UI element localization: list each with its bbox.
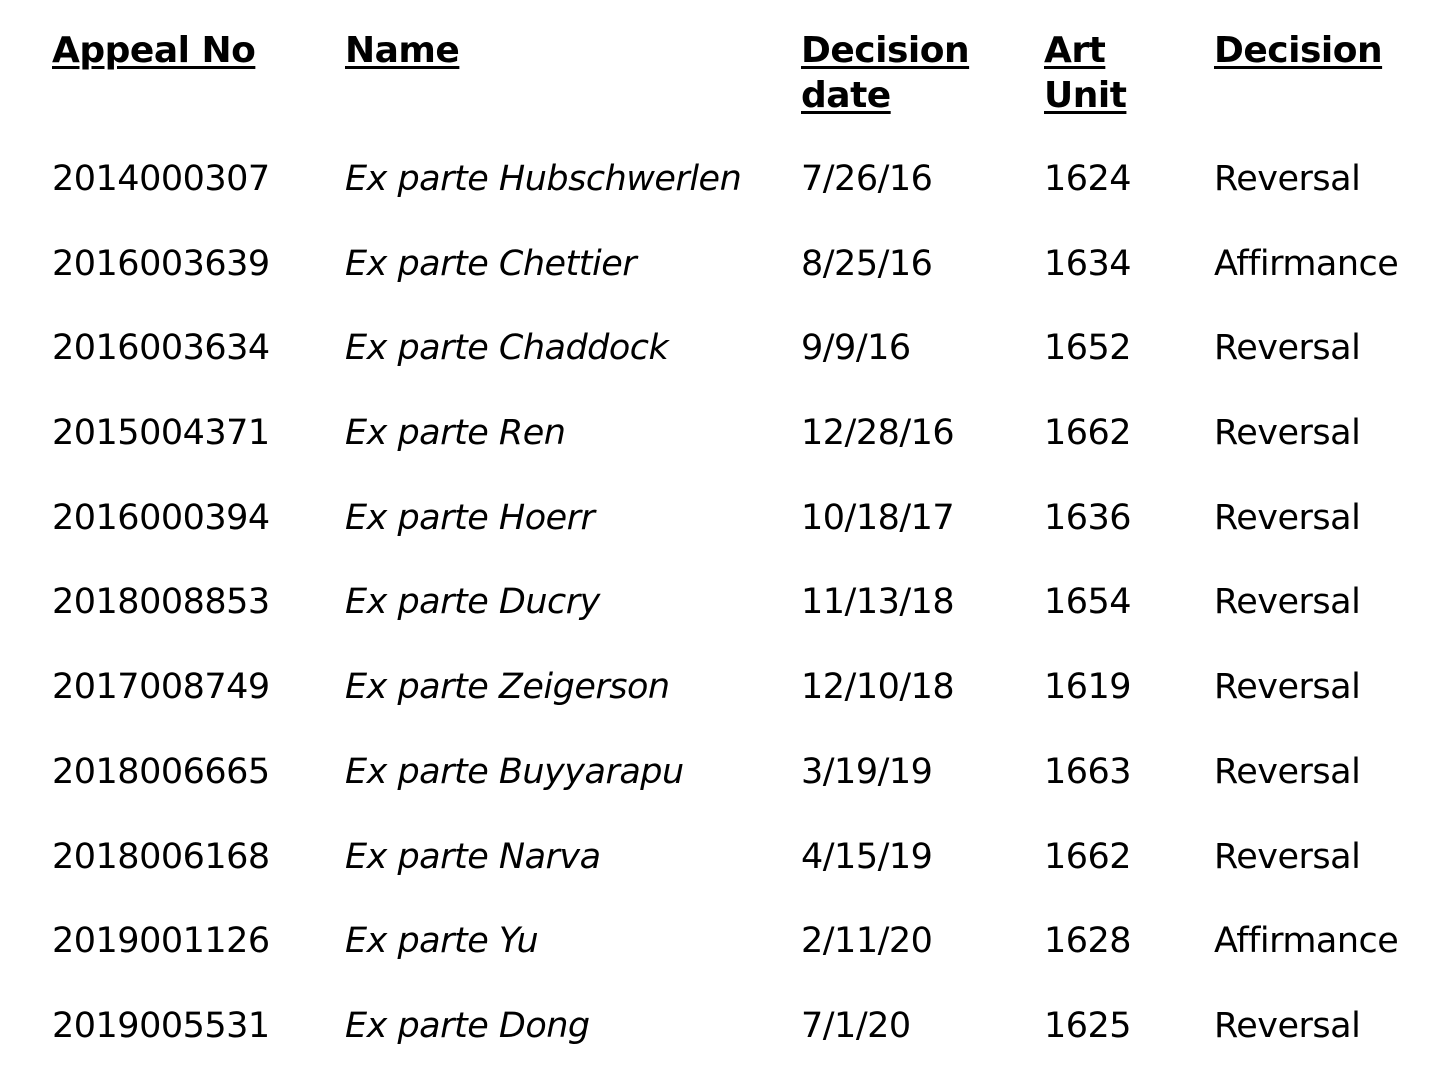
decision-date-cell: 8/25/16: [801, 244, 933, 284]
decision-date-cell: 11/13/18: [801, 582, 955, 622]
name-cell: Ex parte Zeigerson: [345, 667, 670, 707]
appeal-no-cell: 2018006665: [52, 752, 270, 792]
appeal-no-cell: 2019005531: [52, 1006, 270, 1046]
header-art-unit-line1: Art: [1044, 30, 1106, 71]
name-cell: Ex parte Chaddock: [345, 328, 669, 368]
decision-cell: Reversal: [1214, 1006, 1361, 1046]
appeal-no-cell: 2017008749: [52, 667, 270, 707]
decision-date-cell: 2/11/20: [801, 921, 933, 961]
header-appeal-no: [52, 28, 255, 73]
table-row: [0, 577, 1448, 627]
appeal-no-cell: 2018008853: [52, 582, 270, 622]
art-unit-cell: 1663: [1044, 752, 1132, 792]
decision-cell: Reversal: [1214, 582, 1361, 622]
header-art-unit: [1044, 28, 1126, 118]
art-unit-cell: 1652: [1044, 328, 1132, 368]
table-row: [0, 154, 1448, 204]
table-row: [0, 747, 1448, 797]
header-name-label: Name: [345, 30, 460, 71]
appeal-no-cell: 2018006168: [52, 837, 270, 877]
decision-date-cell: 9/9/16: [801, 328, 911, 368]
decision-date-cell: 7/1/20: [801, 1006, 911, 1046]
decision-cell: Reversal: [1214, 413, 1361, 453]
table-row: [0, 832, 1448, 882]
header-appeal-no-label: Appeal No: [52, 30, 256, 71]
header-art-unit-line2: Unit: [1044, 75, 1127, 116]
appeal-no-cell: 2015004371: [52, 413, 270, 453]
decision-date-cell: 12/28/16: [801, 413, 955, 453]
decision-date-cell: 7/26/16: [801, 159, 933, 199]
name-cell: Ex parte Ducry: [345, 582, 600, 622]
table-row: [0, 916, 1448, 966]
decision-cell: Reversal: [1214, 328, 1361, 368]
table-row: [0, 1001, 1448, 1051]
decision-date-cell: 3/19/19: [801, 752, 933, 792]
decision-date-cell: 12/10/18: [801, 667, 955, 707]
decision-cell: Affirmance: [1214, 921, 1399, 961]
appeal-no-cell: 2016003639: [52, 244, 270, 284]
decision-cell: Reversal: [1214, 498, 1361, 538]
table-row: [0, 239, 1448, 289]
art-unit-cell: 1619: [1044, 667, 1132, 707]
art-unit-cell: 1662: [1044, 413, 1132, 453]
table-row: [0, 408, 1448, 458]
name-cell: Ex parte Narva: [345, 837, 601, 877]
name-cell: Ex parte Hoerr: [345, 498, 595, 538]
art-unit-cell: 1628: [1044, 921, 1132, 961]
art-unit-cell: 1636: [1044, 498, 1132, 538]
decision-cell: Reversal: [1214, 159, 1361, 199]
decision-date-cell: 4/15/19: [801, 837, 933, 877]
art-unit-cell: 1624: [1044, 159, 1132, 199]
name-cell: Ex parte Hubschwerlen: [345, 159, 742, 199]
art-unit-cell: 1634: [1044, 244, 1132, 284]
decision-cell: Reversal: [1214, 752, 1361, 792]
appeal-no-cell: 2016003634: [52, 328, 270, 368]
table-row: [0, 662, 1448, 712]
decision-cell: Reversal: [1214, 667, 1361, 707]
header-decision-date-line2: date: [801, 75, 891, 116]
header-decision-label: Decision: [1214, 30, 1383, 71]
name-cell: Ex parte Dong: [345, 1006, 590, 1046]
header-decision-date-line1: Decision: [801, 30, 970, 71]
decision-date-cell: 10/18/17: [801, 498, 955, 538]
appeal-no-cell: 2016000394: [52, 498, 270, 538]
art-unit-cell: 1662: [1044, 837, 1132, 877]
name-cell: Ex parte Chettier: [345, 244, 637, 284]
decision-cell: Affirmance: [1214, 244, 1399, 284]
appeal-no-cell: 2014000307: [52, 159, 270, 199]
appeal-no-cell: 2019001126: [52, 921, 270, 961]
name-cell: Ex parte Ren: [345, 413, 566, 453]
art-unit-cell: 1625: [1044, 1006, 1132, 1046]
decision-cell: Reversal: [1214, 837, 1361, 877]
header-name: [345, 28, 459, 73]
header-decision-date: [801, 28, 969, 118]
name-cell: Ex parte Buyyarapu: [345, 752, 684, 792]
art-unit-cell: 1654: [1044, 582, 1132, 622]
table-row: [0, 493, 1448, 543]
header-decision: [1214, 28, 1382, 73]
name-cell: Ex parte Yu: [345, 921, 539, 961]
table-row: [0, 323, 1448, 373]
